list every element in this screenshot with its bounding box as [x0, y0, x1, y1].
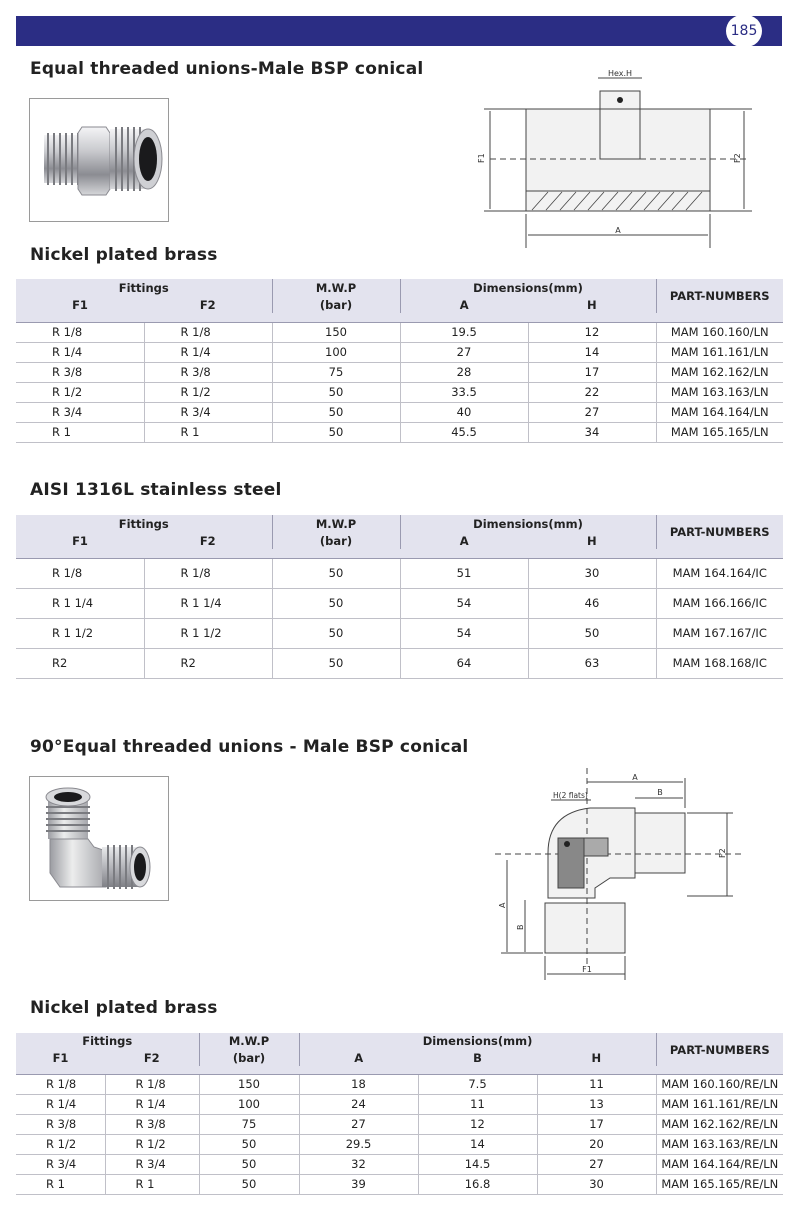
- table-cell: R 1: [144, 422, 272, 442]
- header-part-numbers: PART-NUMBERS: [656, 1033, 783, 1066]
- table-cell: 33.5: [400, 382, 528, 402]
- diagram-label-a-side: A: [498, 902, 507, 908]
- table-cell: 13: [537, 1094, 656, 1114]
- table-cell: R 1/8: [16, 322, 144, 342]
- table-cell: 50: [272, 648, 400, 678]
- table-cell: 27: [400, 342, 528, 362]
- table-cell: 12: [418, 1114, 537, 1134]
- header-h: H: [528, 296, 656, 313]
- table-cell: 50: [272, 558, 400, 588]
- table-cell: 50: [272, 588, 400, 618]
- header-f1: F1: [16, 532, 144, 549]
- table-cell: R 1/2: [144, 382, 272, 402]
- table-cell: 14.5: [418, 1154, 537, 1174]
- header-h: H: [528, 532, 656, 549]
- table-cell: MAM 161.161/LN: [656, 342, 783, 362]
- diagram-label-f2: F2: [733, 153, 742, 163]
- diagram-label-a-top: A: [632, 773, 638, 782]
- table-cell: 50: [272, 422, 400, 442]
- diagram-label-a: A: [615, 226, 621, 235]
- table-cell: MAM 163.163/LN: [656, 382, 783, 402]
- table-cell: 100: [199, 1094, 299, 1114]
- header-mwp: M.W.P: [272, 279, 400, 296]
- table-row: [16, 422, 783, 442]
- table-cell: MAM 164.164/IC: [656, 558, 783, 588]
- table-row: [16, 1174, 783, 1194]
- header-dimensions: Dimensions(mm): [400, 515, 656, 532]
- header-h: H: [537, 1049, 656, 1066]
- header-mwp: M.W.P: [199, 1033, 299, 1049]
- header-a: A: [400, 532, 528, 549]
- header-part-numbers: PART-NUMBERS: [656, 279, 783, 313]
- header-f1: F1: [16, 296, 144, 313]
- table-cell: MAM 161.161/RE/LN: [656, 1094, 783, 1114]
- table-cell: R 3/4: [105, 1154, 199, 1174]
- table-cell: 50: [272, 618, 400, 648]
- header-fittings: Fittings: [16, 279, 272, 296]
- diagram-label-f1: F1: [582, 965, 592, 974]
- table-cell: R 3/8: [144, 362, 272, 382]
- header-fittings: Fittings: [16, 515, 272, 532]
- table-cell: 50: [528, 618, 656, 648]
- table-cell: MAM 160.160/LN: [656, 322, 783, 342]
- table-cell: MAM 166.166/IC: [656, 588, 783, 618]
- table-cell: 28: [400, 362, 528, 382]
- table-nickel-brass-unions: [16, 279, 783, 443]
- table-cell: 27: [528, 402, 656, 422]
- header-a: A: [299, 1049, 418, 1066]
- table-cell: R 1: [16, 1174, 105, 1194]
- table-cell: 16.8: [418, 1174, 537, 1194]
- table-cell: MAM 164.164/RE/LN: [656, 1154, 783, 1174]
- table-cell: 19.5: [400, 322, 528, 342]
- header-bar: (bar): [272, 532, 400, 549]
- diagram-label-f2: F2: [718, 848, 727, 858]
- elbow-union-image: [30, 777, 168, 900]
- table-cell: R 1/8: [105, 1074, 199, 1094]
- table-stainless-unions: [16, 515, 783, 679]
- header-bar: (bar): [272, 296, 400, 313]
- header-bar: (bar): [199, 1049, 299, 1066]
- table-cell: MAM 160.160/RE/LN: [656, 1074, 783, 1094]
- header-f1: F1: [16, 1049, 105, 1066]
- table-cell: 27: [537, 1154, 656, 1174]
- table-cell: 11: [418, 1094, 537, 1114]
- header-b: B: [418, 1049, 537, 1066]
- diagram-label-b-side: B: [516, 924, 525, 930]
- header-fittings: Fittings: [16, 1033, 199, 1049]
- table-cell: 22: [528, 382, 656, 402]
- table-row: [16, 362, 783, 382]
- table-cell: 14: [528, 342, 656, 362]
- table-cell: MAM 163.163/RE/LN: [656, 1134, 783, 1154]
- header-part-numbers: PART-NUMBERS: [656, 515, 783, 549]
- table-cell: MAM 168.168/IC: [656, 648, 783, 678]
- header-bar: [16, 16, 782, 46]
- table-row: [16, 402, 783, 422]
- table-cell: 150: [199, 1074, 299, 1094]
- straight-union-diagram: [470, 62, 770, 252]
- table-cell: R 1: [16, 422, 144, 442]
- table-row: [16, 618, 783, 648]
- table-cell: 30: [537, 1174, 656, 1194]
- header-a: A: [400, 296, 528, 313]
- table-cell: 17: [537, 1114, 656, 1134]
- table-row: [16, 382, 783, 402]
- table-cell: R 1: [105, 1174, 199, 1194]
- table-cell: 50: [272, 382, 400, 402]
- table-cell: 39: [299, 1174, 418, 1194]
- diagram-label-b-top: B: [657, 788, 663, 797]
- table-cell: 45.5: [400, 422, 528, 442]
- table-cell: 29.5: [299, 1134, 418, 1154]
- header-f2: F2: [105, 1049, 199, 1066]
- table-cell: 20: [537, 1134, 656, 1154]
- table-cell: R 1/8: [16, 1074, 105, 1094]
- table-cell: R 3/4: [16, 1154, 105, 1174]
- table-row: [16, 1114, 783, 1134]
- table-cell: 54: [400, 618, 528, 648]
- table-cell: 11: [537, 1074, 656, 1094]
- table-cell: R 1 1/4: [144, 588, 272, 618]
- table-cell: R 3/8: [16, 1114, 105, 1134]
- table-cell: R 3/8: [105, 1114, 199, 1134]
- table-cell: 50: [199, 1134, 299, 1154]
- table-row: [16, 648, 783, 678]
- section-title-90-unions: 90°Equal threaded unions - Male BSP conical: [30, 737, 469, 757]
- table-cell: R 1/8: [16, 558, 144, 588]
- table-cell: 34: [528, 422, 656, 442]
- table-cell: R 1/2: [16, 382, 144, 402]
- header-dimensions: Dimensions(mm): [400, 279, 656, 296]
- header-dimensions: Dimensions(mm): [299, 1033, 656, 1049]
- table-cell: 75: [199, 1114, 299, 1134]
- diagram-label-hex: Hex.H: [607, 69, 633, 78]
- table-cell: 51: [400, 558, 528, 588]
- table-row: [16, 1134, 783, 1154]
- product-photo-elbow-union: [29, 776, 169, 901]
- table-cell: R 1/8: [144, 322, 272, 342]
- table-cell: 18: [299, 1074, 418, 1094]
- table-cell: MAM 162.162/RE/LN: [656, 1114, 783, 1134]
- table-cell: R2: [144, 648, 272, 678]
- diagram-label-f1: F1: [477, 153, 486, 163]
- table-cell: 17: [528, 362, 656, 382]
- subtitle-stainless-steel: AISI 1316L stainless steel: [30, 480, 282, 500]
- table-cell: R 1/4: [105, 1094, 199, 1114]
- product-photo-straight-union: [29, 98, 169, 222]
- table-cell: 32: [299, 1154, 418, 1174]
- table-cell: 14: [418, 1134, 537, 1154]
- table-cell: R 1 1/2: [16, 618, 144, 648]
- table-cell: R 1 1/2: [144, 618, 272, 648]
- table-cell: R 3/4: [16, 402, 144, 422]
- table-cell: R2: [16, 648, 144, 678]
- table-row: [16, 558, 783, 588]
- table-cell: R 3/4: [144, 402, 272, 422]
- table-cell: R 3/8: [16, 362, 144, 382]
- table-cell: MAM 164.164/LN: [656, 402, 783, 422]
- table-cell: 50: [272, 402, 400, 422]
- table-cell: MAM 162.162/LN: [656, 362, 783, 382]
- table-cell: 7.5: [418, 1074, 537, 1094]
- table-cell: 40: [400, 402, 528, 422]
- table-cell: MAM 167.167/IC: [656, 618, 783, 648]
- table-cell: MAM 165.165/RE/LN: [656, 1174, 783, 1194]
- header-f2: F2: [144, 296, 272, 313]
- table-cell: 50: [199, 1174, 299, 1194]
- table-cell: 54: [400, 588, 528, 618]
- table-cell: R 1/8: [144, 558, 272, 588]
- table-cell: 75: [272, 362, 400, 382]
- table-cell: R 1/4: [144, 342, 272, 362]
- table-cell: R 1/2: [16, 1134, 105, 1154]
- table-row: [16, 1154, 783, 1174]
- table-cell: R 1/4: [16, 342, 144, 362]
- table-cell: MAM 165.165/LN: [656, 422, 783, 442]
- table-cell: 46: [528, 588, 656, 618]
- diagram-label-h: H(2 flats): [553, 791, 588, 800]
- header-f2: F2: [144, 532, 272, 549]
- table-cell: 12: [528, 322, 656, 342]
- header-mwp: M.W.P: [272, 515, 400, 532]
- table-cell: R 1 1/4: [16, 588, 144, 618]
- table-row: [16, 322, 783, 342]
- table-cell: 63: [528, 648, 656, 678]
- table-nickel-brass-elbows: [16, 1033, 783, 1195]
- section-title-equal-unions: Equal threaded unions-Male BSP conical: [30, 59, 424, 79]
- table-cell: R 1/4: [16, 1094, 105, 1114]
- subtitle-nickel-plated-brass-2: Nickel plated brass: [30, 998, 218, 1018]
- table-row: [16, 342, 783, 362]
- table-row: [16, 1074, 783, 1094]
- page-number: 185: [726, 15, 762, 47]
- table-cell: R 1/2: [105, 1134, 199, 1154]
- table-cell: 24: [299, 1094, 418, 1114]
- table-cell: 100: [272, 342, 400, 362]
- table-cell: 50: [199, 1154, 299, 1174]
- table-cell: 64: [400, 648, 528, 678]
- table-cell: 150: [272, 322, 400, 342]
- subtitle-nickel-plated-brass-1: Nickel plated brass: [30, 245, 218, 265]
- table-cell: 27: [299, 1114, 418, 1134]
- table-row: [16, 1094, 783, 1114]
- elbow-union-diagram: [495, 768, 745, 988]
- straight-union-image: [30, 99, 168, 221]
- table-cell: 30: [528, 558, 656, 588]
- table-row: [16, 588, 783, 618]
